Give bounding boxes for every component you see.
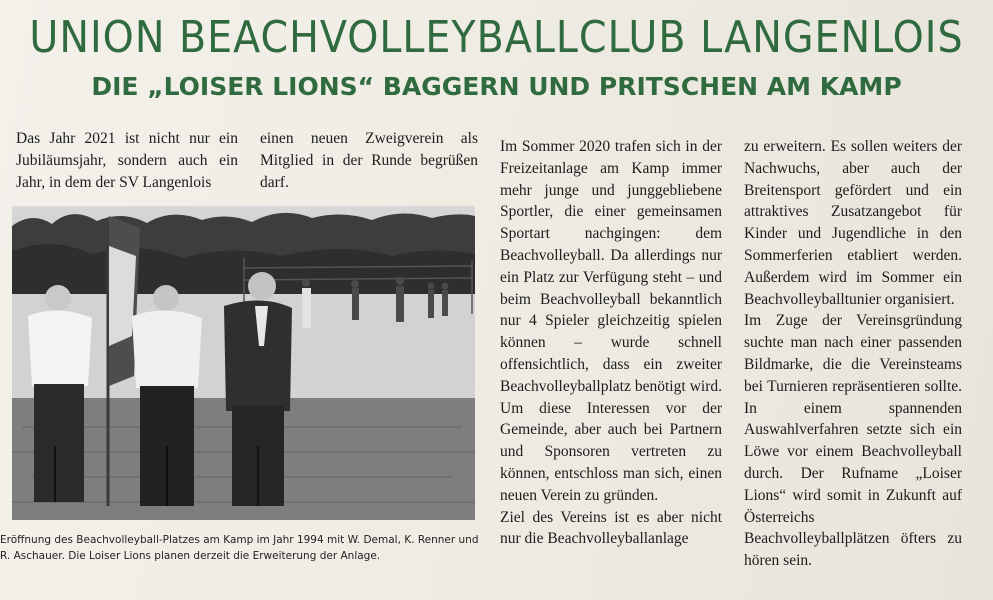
column-3 [500,136,722,550]
col3-paragraph-1: Im Sommer 2020 trafen sich in der Freizeitanlage am Kamp immer mehr junge und junggebliebene Sportler, die einer gemeinsamen Sportart nachgingen: dem Beachvolleyball. Da allerdings nur ein Platz zur Verfügung steht – und beim Beachvolleyball bekanntlich nur 4 Spieler gleichzeitig spielen können – wurde schnell offensichtlich, dass ein zweiter Beachvolleyballplatz benötigt wird. Um diese Interessen vor der Gemeinde, aber auch bei Partnern und Sponsoren vertreten zu können, entschloss man sich, einen neuen Verein zu gründen. [500,138,722,504]
col4-paragraph-1: zu erweitern. Es sollen weiters der Nachwuchs, aber auch der Breitensport gefördert und ein attraktives Zusatzangebot für Kinder und Jugendliche in den Sommerferien etabliert werden. Außerdem wird im Sommer ein Beachvolleyballtunier organisiert. [744,138,962,308]
photo-person-left [28,285,92,502]
archive-photo [12,206,475,520]
photo-person-middle [132,285,202,506]
photo-caption: Eröffnung des Beachvolleyball-Platzes am Kamp im Jahr 1994 mit W. Demal, K. Renner und R. Aschauer. Die Loiser Lions planen derzeit die Erweiterung der Anlage. [0,534,479,562]
col2-paragraph: einen neuen Zweigverein als Mitglied in der Runde begrüßen darf. [260,130,478,191]
col1-paragraph: Das Jahr 2021 ist nicht nur ein Jubiläumsjahr, sondern auch ein Jahr, in dem der SV Langenlois [16,130,238,191]
photo-person-right [224,272,292,506]
column-1 [16,128,238,193]
article-subtitle: DIE „LOISER LIONS“ BAGGERN UND PRITSCHEN AM KAMP [91,72,902,101]
col4-paragraph-2: Im Zuge der Vereinsgründung suchte man nach einer passenden Bildmarke, die die Vereinsteams bei Turnieren repräsentieren sollte. In einem spannenden Auswahlverfahren setzte sich ein Löwe vor einem Beachvolleyball durch. Der Rufname „Loiser Lions“ wird somit in Zukunft auf Österreichs Beachvolleyballplätzen öfters zu hören sein. [744,312,962,570]
col3-paragraph-2: Ziel des Vereins ist es aber nicht nur die Beachvolleyballanlage [500,508,722,548]
column-2 [260,128,478,193]
article-title: UNION BEACHVOLLEYBALLCLUB LANGENLOIS [29,12,964,63]
column-4 [744,136,962,572]
